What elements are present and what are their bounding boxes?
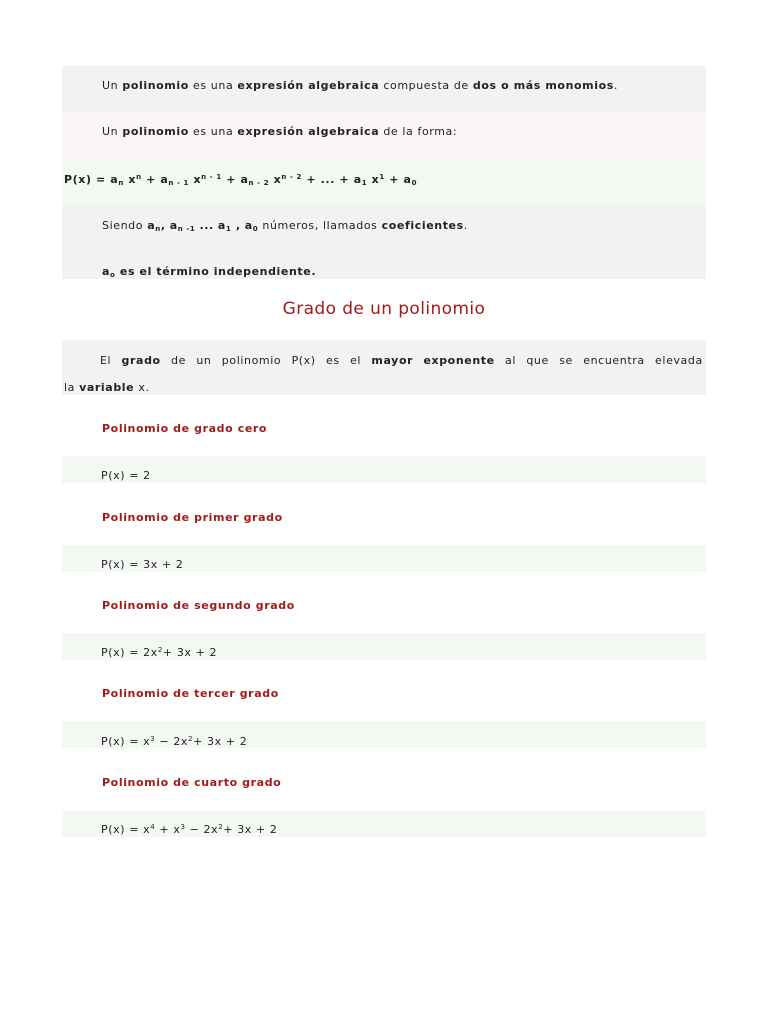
text: de bbox=[171, 354, 186, 367]
superscript: 2 bbox=[188, 735, 194, 743]
text: un bbox=[196, 354, 212, 367]
subscript: n bbox=[155, 225, 161, 233]
text: la bbox=[64, 381, 75, 394]
bold-term: expresión algebraica bbox=[237, 125, 380, 138]
text: El bbox=[100, 354, 112, 367]
subscript: o bbox=[110, 271, 116, 279]
superscript: n - 2 bbox=[281, 173, 302, 181]
degree-four-title: Polinomio de cuarto grado bbox=[102, 776, 282, 789]
subscript: n - 1 bbox=[168, 179, 190, 187]
coef: a bbox=[353, 173, 362, 186]
var: x bbox=[273, 173, 282, 186]
intro-paragraph-2 bbox=[102, 125, 457, 139]
bold-term: dos o más monomios bbox=[472, 79, 614, 92]
bold-term: grado bbox=[121, 354, 161, 367]
text: el bbox=[350, 354, 362, 367]
coef: a bbox=[102, 265, 111, 278]
coef: a bbox=[240, 173, 249, 186]
text: elevada bbox=[655, 354, 703, 367]
superscript: 2 bbox=[157, 646, 163, 654]
degree-three-title: Polinomio de tercer grado bbox=[102, 687, 279, 700]
text: − 2x bbox=[185, 823, 219, 836]
superscript: 1 bbox=[379, 173, 385, 181]
text: de la forma: bbox=[383, 125, 458, 138]
degree-one-title: Polinomio de primer grado bbox=[102, 511, 283, 524]
bold-term: expresión algebraica bbox=[237, 79, 380, 92]
subscript: 0 bbox=[411, 179, 418, 187]
definition-line-1 bbox=[100, 354, 703, 368]
subscript: 0 bbox=[252, 225, 259, 233]
text: es el término independiente. bbox=[119, 265, 317, 278]
bold-term: exponente bbox=[423, 354, 495, 367]
superscript: 3 bbox=[180, 823, 186, 831]
subscript: 1 bbox=[361, 179, 368, 187]
text: P(x) = x bbox=[101, 823, 151, 836]
formula-lhs: P(x) = bbox=[64, 173, 106, 186]
op: + bbox=[146, 173, 156, 186]
coef: a bbox=[169, 219, 178, 232]
subscript: n -1 bbox=[177, 225, 196, 233]
coef: a bbox=[244, 219, 253, 232]
coefficients-paragraph: Siendo $a_n$, $a_{n -1}$ ... $a_1$ , $a_0$ números, llamados coeficientes. bbox=[102, 219, 468, 233]
bold-term: polinomio bbox=[122, 79, 189, 92]
op: + ... + bbox=[306, 173, 350, 186]
text: . bbox=[613, 79, 619, 92]
degree-zero-title: Polinomio de grado cero bbox=[102, 422, 268, 435]
ellipsis: ... bbox=[199, 219, 214, 232]
text: que bbox=[526, 354, 549, 367]
text: al bbox=[505, 354, 517, 367]
var: x bbox=[193, 173, 202, 186]
op: + bbox=[389, 173, 400, 186]
degree-one-example: P(x) = 3x + 2 bbox=[101, 558, 184, 571]
subscript: 1 bbox=[225, 225, 232, 233]
text: compuesta de bbox=[383, 79, 469, 92]
text: − 2x bbox=[155, 735, 189, 748]
superscript: 2 bbox=[218, 823, 224, 831]
independent-term-paragraph bbox=[102, 265, 316, 279]
text: + 3x + 2 bbox=[193, 735, 248, 748]
var: x bbox=[371, 173, 380, 186]
coef: a bbox=[147, 219, 156, 232]
bold-term: mayor bbox=[371, 354, 414, 367]
coef: a bbox=[160, 173, 169, 186]
degree-zero-band bbox=[62, 456, 706, 483]
text: P(x) bbox=[291, 354, 316, 367]
text: P(x) = 2x bbox=[101, 646, 158, 659]
text: + 3x + 2 bbox=[223, 823, 278, 836]
definition-line-2 bbox=[64, 381, 150, 395]
text: Un bbox=[102, 79, 119, 92]
bold-term: polinomio bbox=[122, 125, 189, 138]
text: polinomio bbox=[221, 354, 282, 367]
subscript: n - 2 bbox=[248, 179, 270, 187]
superscript: 4 bbox=[150, 823, 156, 831]
text: Un bbox=[102, 125, 119, 138]
text: P(x) = x bbox=[101, 735, 151, 748]
op: + bbox=[226, 173, 237, 186]
superscript: n bbox=[136, 173, 142, 181]
subscript: n bbox=[118, 179, 124, 187]
text: números, llamados bbox=[262, 219, 378, 232]
coef: a bbox=[110, 173, 119, 186]
degree-zero-example: P(x) = 2 bbox=[101, 469, 151, 482]
text: Siendo bbox=[102, 219, 144, 232]
degree-four-example bbox=[101, 823, 278, 837]
text: es bbox=[326, 354, 340, 367]
text: encuentra bbox=[583, 354, 645, 367]
degree-three-example bbox=[101, 735, 247, 749]
intro-paragraph-1 bbox=[102, 79, 618, 93]
text: + 3x + 2 bbox=[162, 646, 218, 659]
text: + x bbox=[155, 823, 181, 836]
general-formula bbox=[64, 173, 417, 187]
degree-two-title: Polinomio de segundo grado bbox=[102, 599, 295, 612]
text: es una bbox=[193, 125, 234, 138]
text: se bbox=[559, 354, 573, 367]
degree-two-example bbox=[101, 646, 217, 660]
section-title: Grado de un polinomio bbox=[282, 299, 486, 319]
text: . bbox=[463, 219, 468, 232]
var: x bbox=[128, 173, 137, 186]
text: x. bbox=[138, 381, 150, 394]
superscript: n - 1 bbox=[201, 173, 222, 181]
bold-term: coeficientes bbox=[381, 219, 464, 232]
bold-term: variable bbox=[79, 381, 135, 394]
text: es una bbox=[193, 79, 234, 92]
superscript: 3 bbox=[150, 735, 156, 743]
coef: a bbox=[217, 219, 226, 232]
coef: a bbox=[403, 173, 412, 186]
